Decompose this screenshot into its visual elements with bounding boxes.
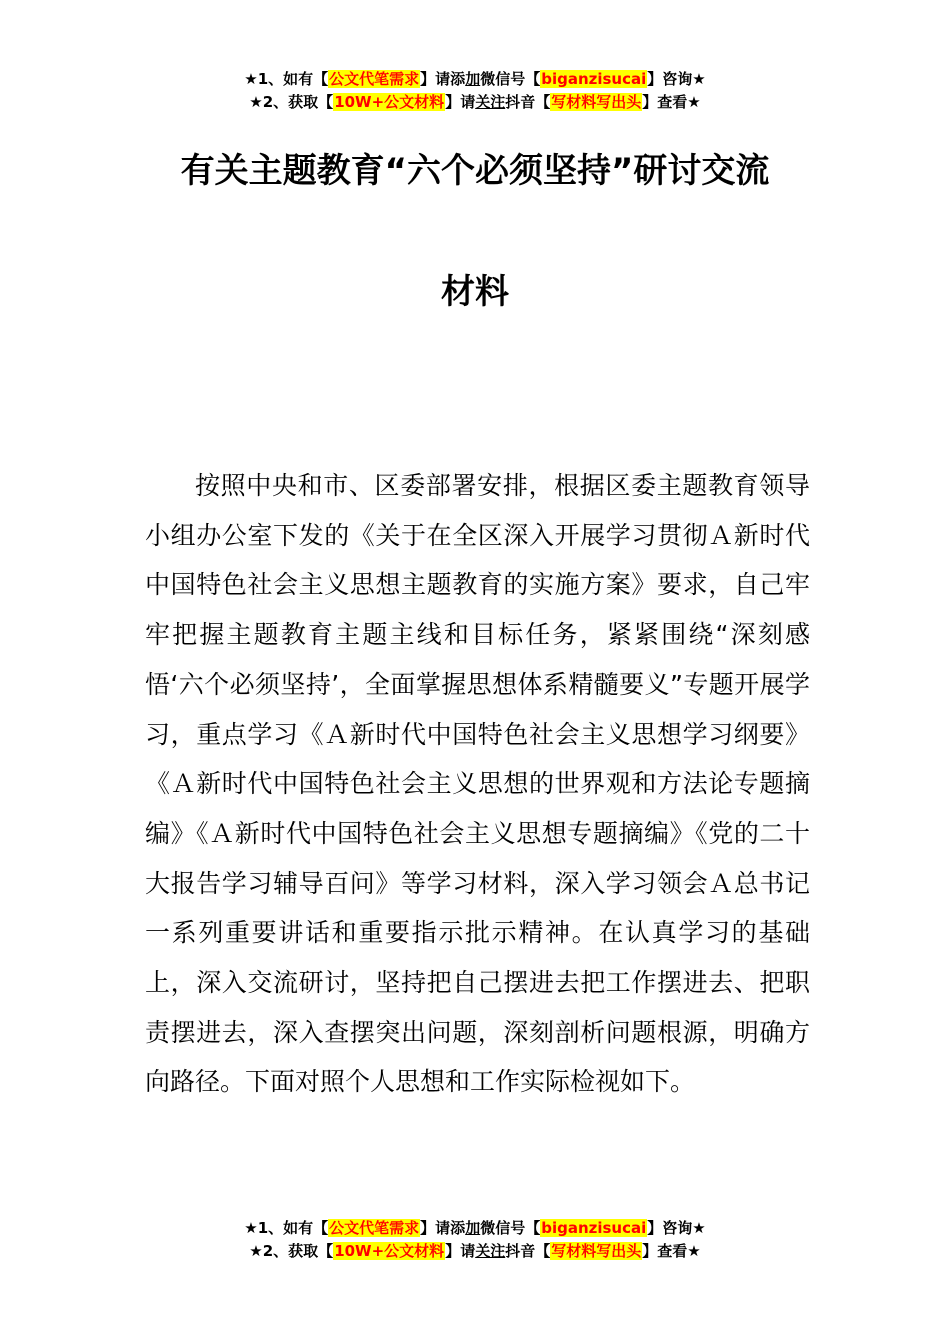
banner-text: 】查看★: [642, 93, 701, 111]
banner-text: 】请: [445, 93, 476, 111]
header-banner: [0, 68, 950, 114]
document-title-line-1: 有关主题教育“六个必须坚持”研讨交流: [180, 151, 770, 191]
highlight-text: 公文代笔需求: [329, 1219, 420, 1237]
banner-text: 】请添: [420, 70, 466, 88]
underlined-text: 关注: [475, 1242, 506, 1260]
banner-line-1: [0, 68, 950, 91]
body-paragraph: 按照中央和市、区委部署安排，根据区委主题教育领导小组办公室下发的《关于在全区深入开展学习贯彻Ａ新时代中国特色社会主义思想主题教育的实施方案》要求，自己牢牢把握主题教育主题主线和目标任务，紧紧围绕“深刻感悟‘六个必须坚持’，全面掌握思想体系精髓要义”专题开展学习，重点学习《Ａ新时代中国特色社会主义思想学习纲要》《Ａ新时代中国特色社会主义思想的世界观和方法论专题摘编》《Ａ新时代中国特色社会主义思想专题摘编》《党的二十大报告学习辅导百问》等学习材料，深入学习领会Ａ总书记一系列重要讲话和重要指示批示精神。在认真学习的基础上，深入交流研讨，坚持把自己摆进去把工作摆进去、把职责摆进去，深入查摆突出问题，深刻剖析问题根源，明确方向路径。下面对照个人思想和工作实际检视如下。: [145, 471, 810, 1097]
banner-text: 】咨询★: [647, 70, 706, 88]
banner-text: 】请: [445, 1242, 476, 1260]
highlight-text: 写材料写出头: [551, 93, 642, 111]
banner-text: ★2、获取【: [249, 1242, 334, 1260]
underlined-text: 加: [465, 1219, 481, 1237]
banner-text: ★2、获取【: [249, 93, 334, 111]
underlined-text: 加: [465, 70, 481, 88]
highlight-text: 写材料写出头: [551, 1242, 642, 1260]
banner-text: ★1、如有【: [244, 70, 329, 88]
highlight-text: 10W+公文材料: [334, 93, 445, 111]
banner-text: 微信号【: [480, 70, 541, 88]
footer-banner: [0, 1217, 950, 1263]
highlight-text: 公文代笔需求: [329, 70, 420, 88]
banner-line-1: [0, 1217, 950, 1240]
banner-text: 微信号【: [480, 1219, 541, 1237]
document-title-line-2: 材料: [441, 272, 509, 312]
banner-text: 】咨询★: [647, 1219, 706, 1237]
highlight-text: biganzisucai: [541, 1219, 647, 1237]
banner-text: 】请添: [420, 1219, 466, 1237]
banner-line-2: [0, 91, 950, 114]
underlined-text: 关注: [475, 93, 506, 111]
banner-line-2: [0, 1240, 950, 1263]
highlight-text: biganzisucai: [541, 70, 647, 88]
highlight-text: 10W+公文材料: [334, 1242, 445, 1260]
banner-text: 】查看★: [642, 1242, 701, 1260]
banner-text: 抖音【: [505, 93, 551, 111]
banner-text: ★1、如有【: [244, 1219, 329, 1237]
banner-text: 抖音【: [505, 1242, 551, 1260]
